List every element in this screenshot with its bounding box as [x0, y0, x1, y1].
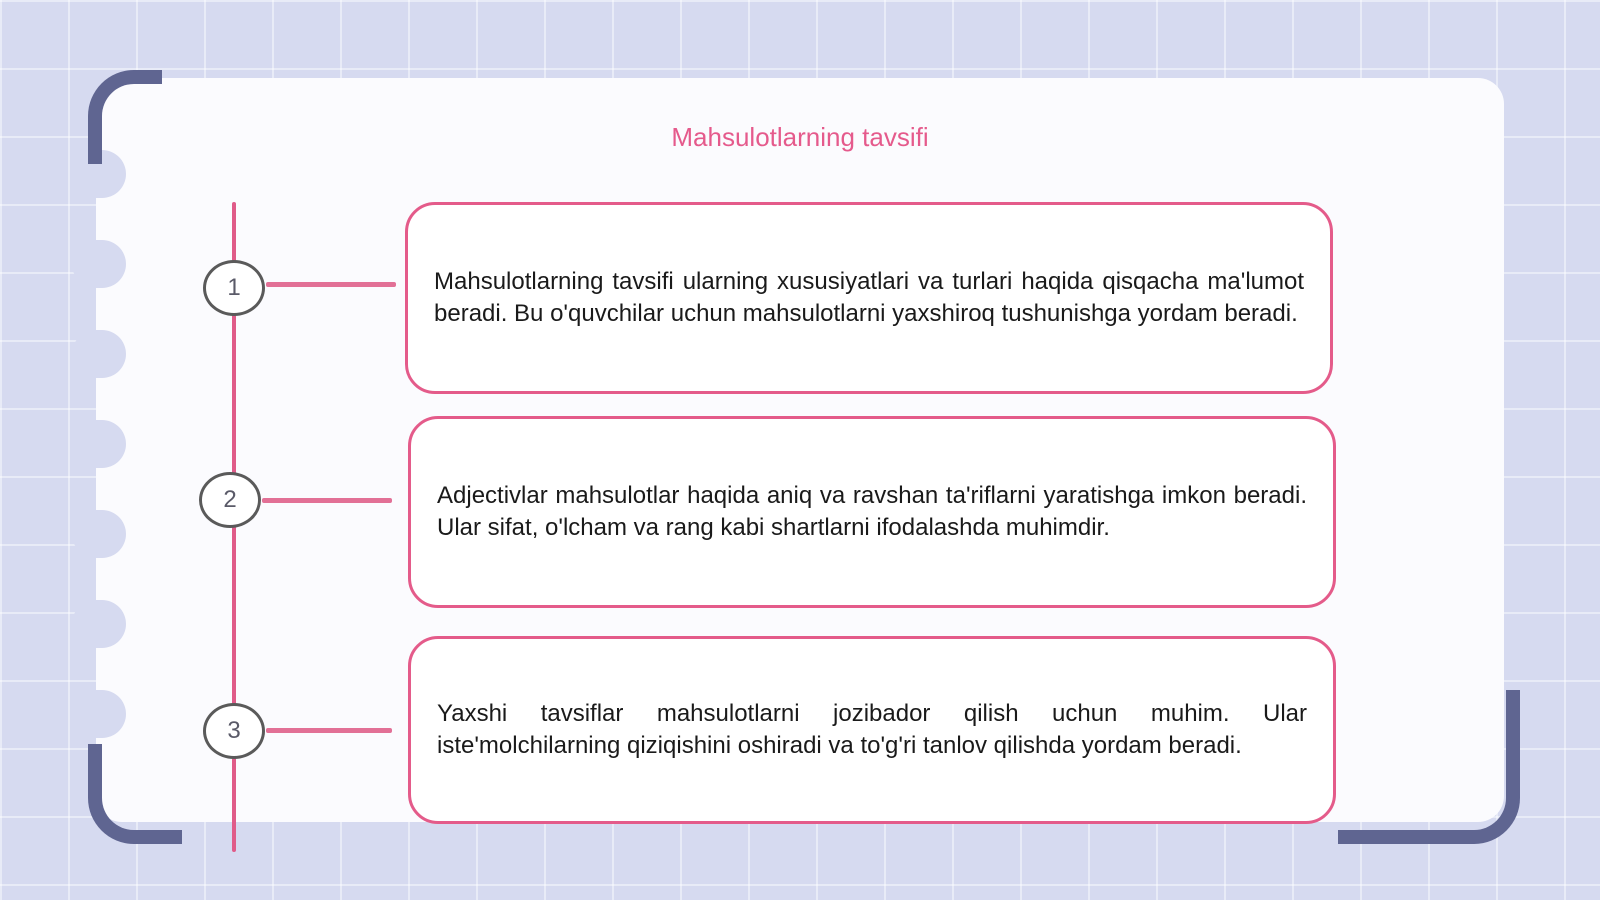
- step-text-2: Adjectivlar mahsulotlar haqida aniq va ravshan ta'riflarni yaratishga imkon beradi. Ular sifat, o'lcham va rang kabi shartlarni ifodalashda muhimdir.: [437, 482, 1307, 541]
- step-number-2: 2: [199, 472, 261, 528]
- frame-corner-bottom-left: [88, 744, 182, 844]
- timeline-connector: [266, 282, 396, 287]
- step-text-1: Mahsulotlarning tavsifi ularning xususiyatlari va turlari haqida qisqacha ma'lumot beradi. Bu o'quvchilar uchun mahsulotlarni yaxshiroq tushunishga yordam beradi.: [434, 268, 1304, 327]
- step-number-1: 1: [203, 260, 265, 316]
- notebook-holes: [72, 140, 126, 760]
- notebook-hole: [72, 330, 126, 378]
- step-card-2: [408, 416, 1336, 608]
- step-number-3: 3: [203, 703, 265, 759]
- notebook-hole: [72, 420, 126, 468]
- notebook-hole: [72, 240, 126, 288]
- slide-title: Mahsulotlarning tavsifi: [671, 122, 929, 152]
- timeline-connector: [266, 728, 392, 733]
- timeline-connector: [262, 498, 392, 503]
- step-card-1: [405, 202, 1333, 394]
- notebook-hole: [72, 600, 126, 648]
- frame-corner-bottom-right: [1338, 690, 1520, 844]
- notebook-hole: [72, 690, 126, 738]
- step-text-3: Yaxshi tavsiflar mahsulotlarni jozibador qilish uchun muhim. Ular iste'molchilarning qiziqishini oshiradi va to'g'ri tanlov qilishda yordam beradi.: [437, 700, 1307, 759]
- frame-corner-top-left: [88, 70, 162, 164]
- notebook-hole: [72, 510, 126, 558]
- step-card-3: [408, 636, 1336, 824]
